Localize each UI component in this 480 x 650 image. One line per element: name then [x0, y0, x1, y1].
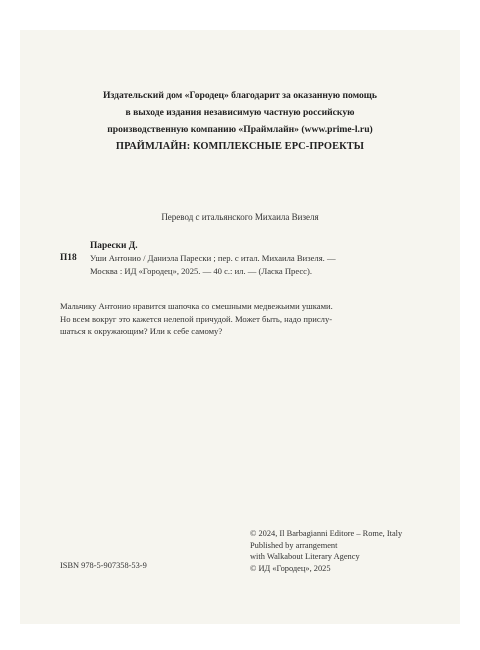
sponsor-slogan: ПРАЙМЛАЙН: КОМПЛЕКСНЫЕ EPC-ПРОЕКТЫ — [115, 141, 365, 152]
sponsor-line: производственную компанию «Праймлайн» (www.prime-l.ru) — [107, 124, 373, 135]
translation-credit: Перевод с итальянского Михаила Визеля — [161, 212, 319, 222]
sponsor-line: Издательский дом «Городец» благодарит за оказанную помощь — [103, 90, 377, 101]
isbn: ISBN 978-5-907358-53-9 — [60, 561, 147, 570]
sponsor-acknowledgement — [20, 87, 460, 155]
description-line: Уши Антонио / Даниэла Парески ; пер. с итал. Михаила Визеля. — — [90, 253, 336, 263]
copyright-line: © 2024, Il Barbagianni Editore – Rome, Italy — [250, 529, 403, 538]
bibliographic-description — [90, 252, 420, 277]
copyright-line: with Walkabout Literary Agency — [250, 552, 360, 561]
book-page — [20, 30, 460, 624]
description-line: Москва : ИД «Городец», 2025. — 40 с.: ил. — (Ласка Пресс). — [90, 265, 313, 276]
copyright-line: Published by arrangement — [250, 540, 338, 550]
annotation-line: Но всем вокруг это кажется нелепой причудой. Может быть, надо прислу- — [60, 313, 333, 324]
sponsor-line: в выходе издания независимую частную российскую — [125, 107, 355, 118]
annotation-line: шаться к окружающим? Или к себе самому? — [60, 326, 223, 336]
author-sign-code: П18 — [60, 253, 77, 263]
annotation — [60, 300, 430, 338]
author-heading: Парески Д. — [90, 241, 138, 251]
copyright-block — [250, 528, 402, 574]
annotation-line: Мальчику Антонио нравится шапочка со смешными медвежьими ушками. — [60, 301, 333, 311]
copyright-line: © ИД «Городец», 2025 — [250, 563, 331, 573]
